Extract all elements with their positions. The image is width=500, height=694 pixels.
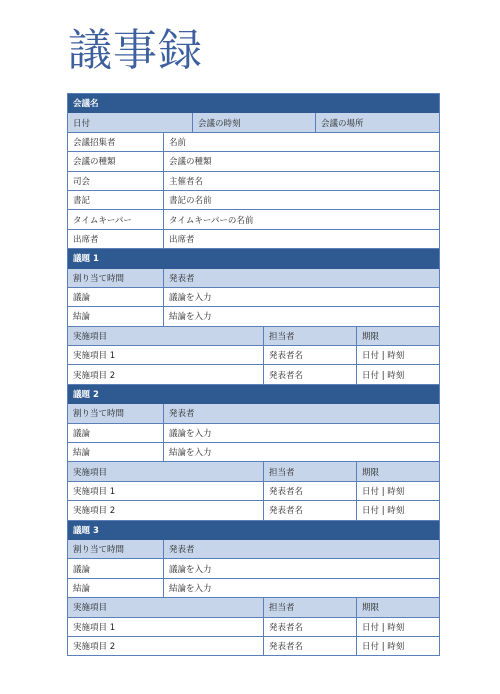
action-items-label: 実施項目 — [73, 603, 108, 614]
info-label: 司会 — [73, 176, 91, 187]
discussion-field[interactable]: 議論を入力 — [163, 424, 439, 442]
deadline-field[interactable]: 日付 | 時刻 — [356, 482, 439, 500]
action-item-field[interactable]: 実施項目 2 — [73, 370, 116, 381]
action-items-label: 実施項目 — [73, 331, 108, 342]
action-item-row — [68, 346, 439, 365]
topic-time-row — [68, 540, 439, 559]
deadline-field[interactable]: 日付 | 時刻 — [356, 618, 439, 636]
info-label: 出席者 — [73, 234, 99, 245]
topic-title: 議題 3 — [73, 525, 99, 536]
action-item-row — [68, 618, 439, 637]
date-label[interactable]: 日付 — [73, 118, 91, 129]
deadline-label: 期限 — [356, 327, 439, 345]
action-item-field[interactable]: 実施項目 2 — [73, 642, 116, 653]
deadline-field[interactable]: 日付 | 時刻 — [356, 346, 439, 364]
deadline-field[interactable]: 日付 | 時刻 — [356, 637, 439, 655]
owner-label: 担当者 — [263, 462, 356, 480]
allotted-time-label: 割り当て時間 — [73, 273, 125, 284]
topic-title: 議題 2 — [73, 390, 99, 401]
owner-field[interactable]: 発表者名 — [263, 637, 356, 655]
info-label: 会議の種類 — [73, 157, 116, 168]
meeting-info-row — [68, 152, 439, 171]
conclusion-field[interactable]: 結論を入力 — [163, 579, 439, 597]
attendees-field[interactable]: 出席者 — [163, 230, 439, 248]
action-header-row — [68, 598, 439, 617]
topic-header[interactable] — [68, 249, 439, 268]
owner-field[interactable]: 発表者名 — [263, 501, 356, 519]
topic-header[interactable] — [68, 521, 439, 540]
action-item-row — [68, 482, 439, 501]
conclusion-field[interactable]: 結論を入力 — [163, 307, 439, 325]
conclusion-label: 結論 — [73, 583, 91, 594]
topic-conclusion-row — [68, 307, 439, 326]
discussion-label: 議論 — [73, 293, 91, 304]
meeting-info-row — [68, 210, 439, 229]
owner-field[interactable]: 発表者名 — [263, 346, 356, 364]
topic-conclusion-row — [68, 443, 439, 462]
timekeeper-field[interactable]: タイムキーパーの名前 — [163, 210, 439, 228]
action-header-row — [68, 327, 439, 346]
meeting-datetime-row — [68, 113, 439, 132]
presenter-field[interactable]: 発表者 — [163, 404, 439, 422]
topic-time-row — [68, 269, 439, 288]
action-header-row — [68, 462, 439, 481]
topic-time-row — [68, 404, 439, 423]
deadline-field[interactable]: 日付 | 時刻 — [356, 501, 439, 519]
discussion-label: 議論 — [73, 428, 91, 439]
info-label: 書記 — [73, 196, 91, 207]
owner-field[interactable]: 発表者名 — [263, 618, 356, 636]
page-title: 議事録 — [68, 25, 203, 76]
meeting-info-row — [68, 191, 439, 210]
topic-header[interactable] — [68, 385, 439, 404]
time-label[interactable]: 会議の時刻 — [192, 113, 315, 131]
place-label[interactable]: 会議の場所 — [315, 113, 439, 131]
conclusion-label: 結論 — [73, 312, 91, 323]
conclusion-field[interactable]: 結論を入力 — [163, 443, 439, 461]
minutes-form — [67, 93, 440, 656]
meeting-name-header[interactable] — [68, 94, 439, 113]
facilitator-field[interactable]: 主催者名 — [163, 172, 439, 190]
action-item-field[interactable]: 実施項目 1 — [73, 487, 116, 497]
info-label: 会議招集者 — [73, 137, 116, 148]
discussion-field[interactable]: 議論を入力 — [163, 288, 439, 306]
presenter-field[interactable]: 発表者 — [163, 540, 439, 558]
action-items-label: 実施項目 — [73, 467, 108, 478]
action-item-row — [68, 365, 439, 384]
action-item-field[interactable]: 実施項目 1 — [73, 351, 116, 362]
meeting-info-row — [68, 230, 439, 249]
action-item-field[interactable]: 実施項目 2 — [73, 506, 116, 517]
discussion-label: 議論 — [73, 564, 91, 575]
owner-label: 担当者 — [263, 327, 356, 345]
topic-discussion-row — [68, 424, 439, 443]
topic-conclusion-row — [68, 579, 439, 598]
action-item-row — [68, 637, 439, 656]
info-label: タイムキーパー — [73, 215, 132, 226]
discussion-field[interactable]: 議論を入力 — [163, 559, 439, 577]
allotted-time-label: 割り当て時間 — [73, 409, 125, 420]
topic-discussion-row — [68, 559, 439, 578]
allotted-time-label: 割り当て時間 — [73, 545, 125, 556]
owner-field[interactable]: 発表者名 — [263, 482, 356, 500]
conclusion-label: 結論 — [73, 448, 91, 459]
meeting-info-row — [68, 133, 439, 152]
organizer-field[interactable]: 名前 — [163, 133, 439, 151]
note-taker-field[interactable]: 書記の名前 — [163, 191, 439, 209]
topic-discussion-row — [68, 288, 439, 307]
owner-field[interactable]: 発表者名 — [263, 365, 356, 383]
meeting-info-row — [68, 172, 439, 191]
action-item-row — [68, 501, 439, 520]
meeting-type-field[interactable]: 会議の種類 — [163, 152, 439, 170]
action-item-field[interactable]: 実施項目 1 — [73, 622, 116, 633]
deadline-field[interactable]: 日付 | 時刻 — [356, 365, 439, 383]
owner-label: 担当者 — [263, 598, 356, 616]
topic-title: 議題 1 — [73, 254, 99, 265]
deadline-label: 期限 — [356, 598, 439, 616]
presenter-field[interactable]: 発表者 — [163, 269, 439, 287]
meeting-name-label: 会議名 — [73, 99, 99, 110]
deadline-label: 期限 — [356, 462, 439, 480]
